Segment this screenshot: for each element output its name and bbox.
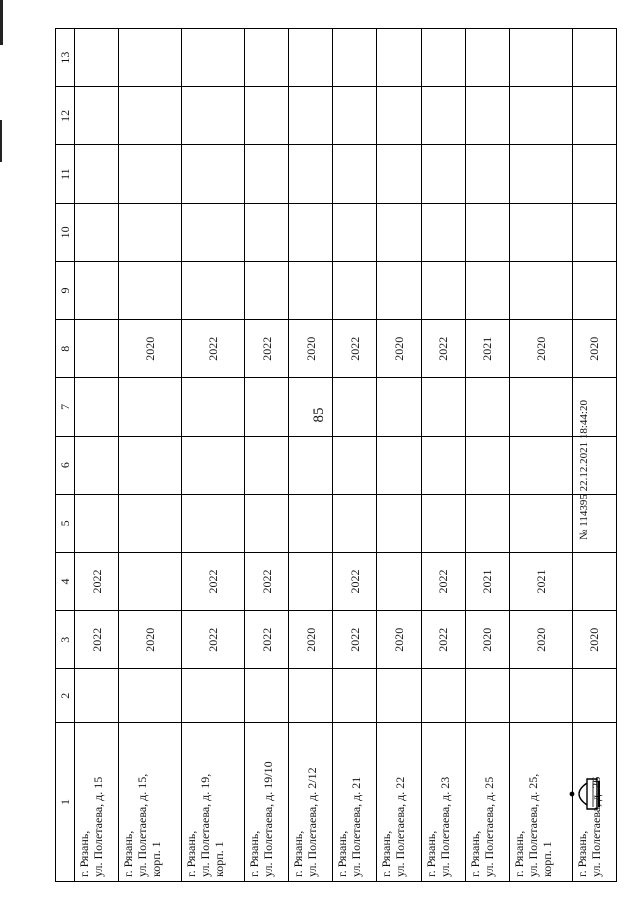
year-cell-col-10 <box>377 203 421 261</box>
table-row <box>421 29 465 882</box>
address-line: ул. Полетаева, д. 2/12 <box>305 767 320 877</box>
year-cell-col-12 <box>465 87 509 145</box>
year-cell-col-8: 2020 <box>289 320 333 378</box>
year-cell-col-11 <box>75 145 119 203</box>
year-cell-col-4 <box>119 552 182 610</box>
page-number: 85 <box>311 407 327 423</box>
address-line: г. Рязань, <box>335 830 350 877</box>
year-cell-col-4: 2021 <box>465 552 509 610</box>
year-cell-col-3: 2020 <box>465 611 509 669</box>
year-cell-col-5 <box>244 494 288 552</box>
year-cell-col-4: 2022 <box>182 552 245 610</box>
year-cell-col-11 <box>465 145 509 203</box>
year-cell-col-3: 2022 <box>75 611 119 669</box>
registry-seal <box>566 770 608 818</box>
year-cell-col-6 <box>465 436 509 494</box>
scan-edge-mark <box>0 0 3 45</box>
year-cell-col-2 <box>509 669 572 723</box>
year-cell-col-13 <box>289 29 333 87</box>
address-line: г. Рязань, <box>574 830 589 877</box>
address-cell <box>465 723 509 882</box>
year-cell-col-12 <box>289 87 333 145</box>
address-cell <box>75 723 119 882</box>
year-cell-col-13 <box>119 29 182 87</box>
year-cell-col-11 <box>377 145 421 203</box>
address-line: ул. Полетаева, д. 15 <box>91 776 105 877</box>
year-cell-col-10 <box>465 203 509 261</box>
year-cell-col-8: 2020 <box>509 320 572 378</box>
year-cell-col-13 <box>377 29 421 87</box>
year-cell-col-6 <box>509 436 572 494</box>
year-cell-col-3: 2022 <box>333 611 377 669</box>
year-cell-col-7 <box>182 378 245 436</box>
year-cell-col-8: 2022 <box>182 320 245 378</box>
year-cell-col-6 <box>421 436 465 494</box>
column-header-6: 6 <box>56 436 75 494</box>
year-cell-col-8: 2022 <box>244 320 288 378</box>
year-cell-col-12 <box>421 87 465 145</box>
year-cell-col-13 <box>244 29 288 87</box>
year-cell-col-7 <box>75 378 119 436</box>
year-cell-col-2 <box>377 669 421 723</box>
year-cell-col-4 <box>377 552 421 610</box>
address-line: ул. Полетаева, д. 21 <box>349 776 364 877</box>
year-cell-col-13 <box>333 29 377 87</box>
table-row <box>75 29 119 882</box>
year-cell-col-9 <box>421 261 465 319</box>
year-cell-col-9 <box>119 261 182 319</box>
year-cell-col-8 <box>75 320 119 378</box>
year-cell-col-13 <box>572 29 616 87</box>
registration-stamp-text: № 114395 22.12.2021 18:44:20 <box>578 400 590 540</box>
year-cell-col-5 <box>421 494 465 552</box>
address-line: корп. 1 <box>149 841 164 877</box>
table-row <box>333 29 377 882</box>
year-cell-col-2 <box>119 669 182 723</box>
address-line: ул. Полетаева, д. 19, <box>198 773 213 877</box>
address-line: корп. 1 <box>539 841 554 877</box>
year-cell-col-6 <box>75 436 119 494</box>
year-cell-col-7 <box>509 378 572 436</box>
year-cell-col-2 <box>244 669 288 723</box>
year-cell-col-7 <box>377 378 421 436</box>
year-cell-col-9 <box>289 261 333 319</box>
address-line: ул. Полетаева, д. 25 <box>481 776 496 877</box>
table-row <box>244 29 288 882</box>
year-cell-col-3: 2020 <box>509 611 572 669</box>
year-cell-col-4: 2021 <box>509 552 572 610</box>
address-line: ул. Полетаева, д. 22 <box>393 776 408 877</box>
year-cell-col-3: 2022 <box>244 611 288 669</box>
year-cell-col-4: 2022 <box>75 552 119 610</box>
year-cell-col-11 <box>182 145 245 203</box>
year-cell-col-11 <box>119 145 182 203</box>
year-cell-col-12 <box>333 87 377 145</box>
year-cell-col-13 <box>421 29 465 87</box>
year-cell-col-2 <box>465 669 509 723</box>
year-cell-col-10 <box>421 203 465 261</box>
table-row <box>289 29 333 882</box>
year-cell-col-6 <box>182 436 245 494</box>
year-cell-col-7 <box>333 378 377 436</box>
year-cell-col-8: 2020 <box>572 320 616 378</box>
year-cell-col-9 <box>244 261 288 319</box>
year-cell-col-6 <box>119 436 182 494</box>
table-row <box>119 29 182 882</box>
year-cell-col-6 <box>377 436 421 494</box>
year-cell-col-10 <box>119 203 182 261</box>
year-cell-col-5 <box>509 494 572 552</box>
year-cell-col-8: 2022 <box>421 320 465 378</box>
year-cell-col-10 <box>75 203 119 261</box>
address-line: корп. 1 <box>212 841 227 877</box>
column-header-3: 3 <box>56 611 75 669</box>
year-cell-col-5 <box>75 494 119 552</box>
year-cell-col-2 <box>289 669 333 723</box>
address-line: ул. Полетаева, д. 19/10 <box>260 761 275 877</box>
address-cell <box>244 723 288 882</box>
address-line: ул. Полетаева, д. 25, <box>525 773 540 877</box>
year-cell-col-2 <box>75 669 119 723</box>
year-cell-col-4: 2022 <box>333 552 377 610</box>
year-cell-col-13 <box>75 29 119 87</box>
address-line: г. Рязань, <box>77 830 91 877</box>
year-cell-col-8: 2022 <box>333 320 377 378</box>
column-header-13: 13 <box>56 29 75 87</box>
year-cell-col-4 <box>289 552 333 610</box>
address-line: ул. Полетаева, д. 26 <box>588 776 603 877</box>
year-cell-col-2 <box>421 669 465 723</box>
scan-edge-mark <box>0 120 2 162</box>
year-cell-col-5 <box>119 494 182 552</box>
year-cell-col-7 <box>465 378 509 436</box>
year-cell-col-3: 2020 <box>572 611 616 669</box>
column-header-2: 2 <box>56 669 75 723</box>
address-line: г. Рязань, <box>121 830 136 877</box>
year-cell-col-3: 2020 <box>289 611 333 669</box>
year-cell-col-10 <box>182 203 245 261</box>
year-cell-col-12 <box>244 87 288 145</box>
year-cell-col-4 <box>572 552 616 610</box>
column-header-7: 7 <box>56 378 75 436</box>
year-cell-col-5 <box>333 494 377 552</box>
year-cell-col-4: 2022 <box>421 552 465 610</box>
year-cell-col-2 <box>572 669 616 723</box>
year-cell-col-12 <box>119 87 182 145</box>
registration-footer <box>578 400 590 541</box>
year-cell-col-9 <box>75 261 119 319</box>
year-cell-col-5 <box>289 494 333 552</box>
year-cell-col-8: 2021 <box>465 320 509 378</box>
table-header-row <box>56 29 75 882</box>
schedule-table <box>55 28 617 882</box>
address-line: г. Рязань, <box>423 830 438 877</box>
year-cell-col-7 <box>289 378 333 436</box>
year-cell-col-5 <box>182 494 245 552</box>
year-cell-col-5 <box>377 494 421 552</box>
year-cell-col-10 <box>289 203 333 261</box>
table-row <box>465 29 509 882</box>
year-cell-col-12 <box>572 87 616 145</box>
year-cell-col-11 <box>421 145 465 203</box>
address-line: г. Рязань, <box>246 830 261 877</box>
address-cell <box>377 723 421 882</box>
year-cell-col-9 <box>509 261 572 319</box>
year-cell-col-12 <box>377 87 421 145</box>
year-cell-col-9 <box>333 261 377 319</box>
year-cell-col-4: 2022 <box>244 552 288 610</box>
address-line: г. Рязань, <box>291 830 306 877</box>
schedule-table-container <box>55 28 617 882</box>
column-header-12: 12 <box>56 87 75 145</box>
year-cell-col-7 <box>119 378 182 436</box>
year-cell-col-12 <box>182 87 245 145</box>
year-cell-col-9 <box>572 261 616 319</box>
address-line: г. Рязань, <box>184 830 199 877</box>
address-cell <box>421 723 465 882</box>
year-cell-col-12 <box>75 87 119 145</box>
table-row <box>182 29 245 882</box>
year-cell-col-2 <box>182 669 245 723</box>
table-row <box>509 29 572 882</box>
year-cell-col-2 <box>333 669 377 723</box>
address-line: г. Рязань, <box>511 830 526 877</box>
year-cell-col-6 <box>333 436 377 494</box>
address-cell <box>182 723 245 882</box>
year-cell-col-11 <box>333 145 377 203</box>
address-line: г. Рязань, <box>379 830 394 877</box>
year-cell-col-6 <box>289 436 333 494</box>
address-cell <box>509 723 572 882</box>
column-header-1: 1 <box>56 723 75 882</box>
year-cell-col-11 <box>244 145 288 203</box>
year-cell-col-13 <box>509 29 572 87</box>
year-cell-col-10 <box>572 203 616 261</box>
column-header-5: 5 <box>56 494 75 552</box>
address-cell <box>333 723 377 882</box>
year-cell-col-13 <box>182 29 245 87</box>
year-cell-col-6 <box>244 436 288 494</box>
year-cell-col-8: 2020 <box>377 320 421 378</box>
address-line: г. Рязань, <box>467 830 482 877</box>
column-header-10: 10 <box>56 203 75 261</box>
year-cell-col-3: 2022 <box>421 611 465 669</box>
table-row <box>377 29 421 882</box>
year-cell-col-8: 2020 <box>119 320 182 378</box>
year-cell-col-7 <box>421 378 465 436</box>
year-cell-col-7 <box>244 378 288 436</box>
column-header-8: 8 <box>56 320 75 378</box>
year-cell-col-11 <box>509 145 572 203</box>
year-cell-col-10 <box>244 203 288 261</box>
year-cell-col-3: 2022 <box>182 611 245 669</box>
address-cell <box>289 723 333 882</box>
year-cell-col-12 <box>509 87 572 145</box>
year-cell-col-9 <box>182 261 245 319</box>
column-header-4: 4 <box>56 552 75 610</box>
address-line: ул. Полетаева, д. 23 <box>437 776 452 877</box>
year-cell-col-3: 2020 <box>119 611 182 669</box>
address-line: ул. Полетаева, д. 15, <box>135 773 150 877</box>
year-cell-col-9 <box>377 261 421 319</box>
year-cell-col-13 <box>465 29 509 87</box>
column-header-9: 9 <box>56 261 75 319</box>
year-cell-col-11 <box>289 145 333 203</box>
year-cell-col-11 <box>572 145 616 203</box>
year-cell-col-3: 2020 <box>377 611 421 669</box>
year-cell-col-10 <box>509 203 572 261</box>
year-cell-col-10 <box>333 203 377 261</box>
address-cell <box>119 723 182 882</box>
year-cell-col-9 <box>465 261 509 319</box>
column-header-11: 11 <box>56 145 75 203</box>
year-cell-col-5 <box>465 494 509 552</box>
